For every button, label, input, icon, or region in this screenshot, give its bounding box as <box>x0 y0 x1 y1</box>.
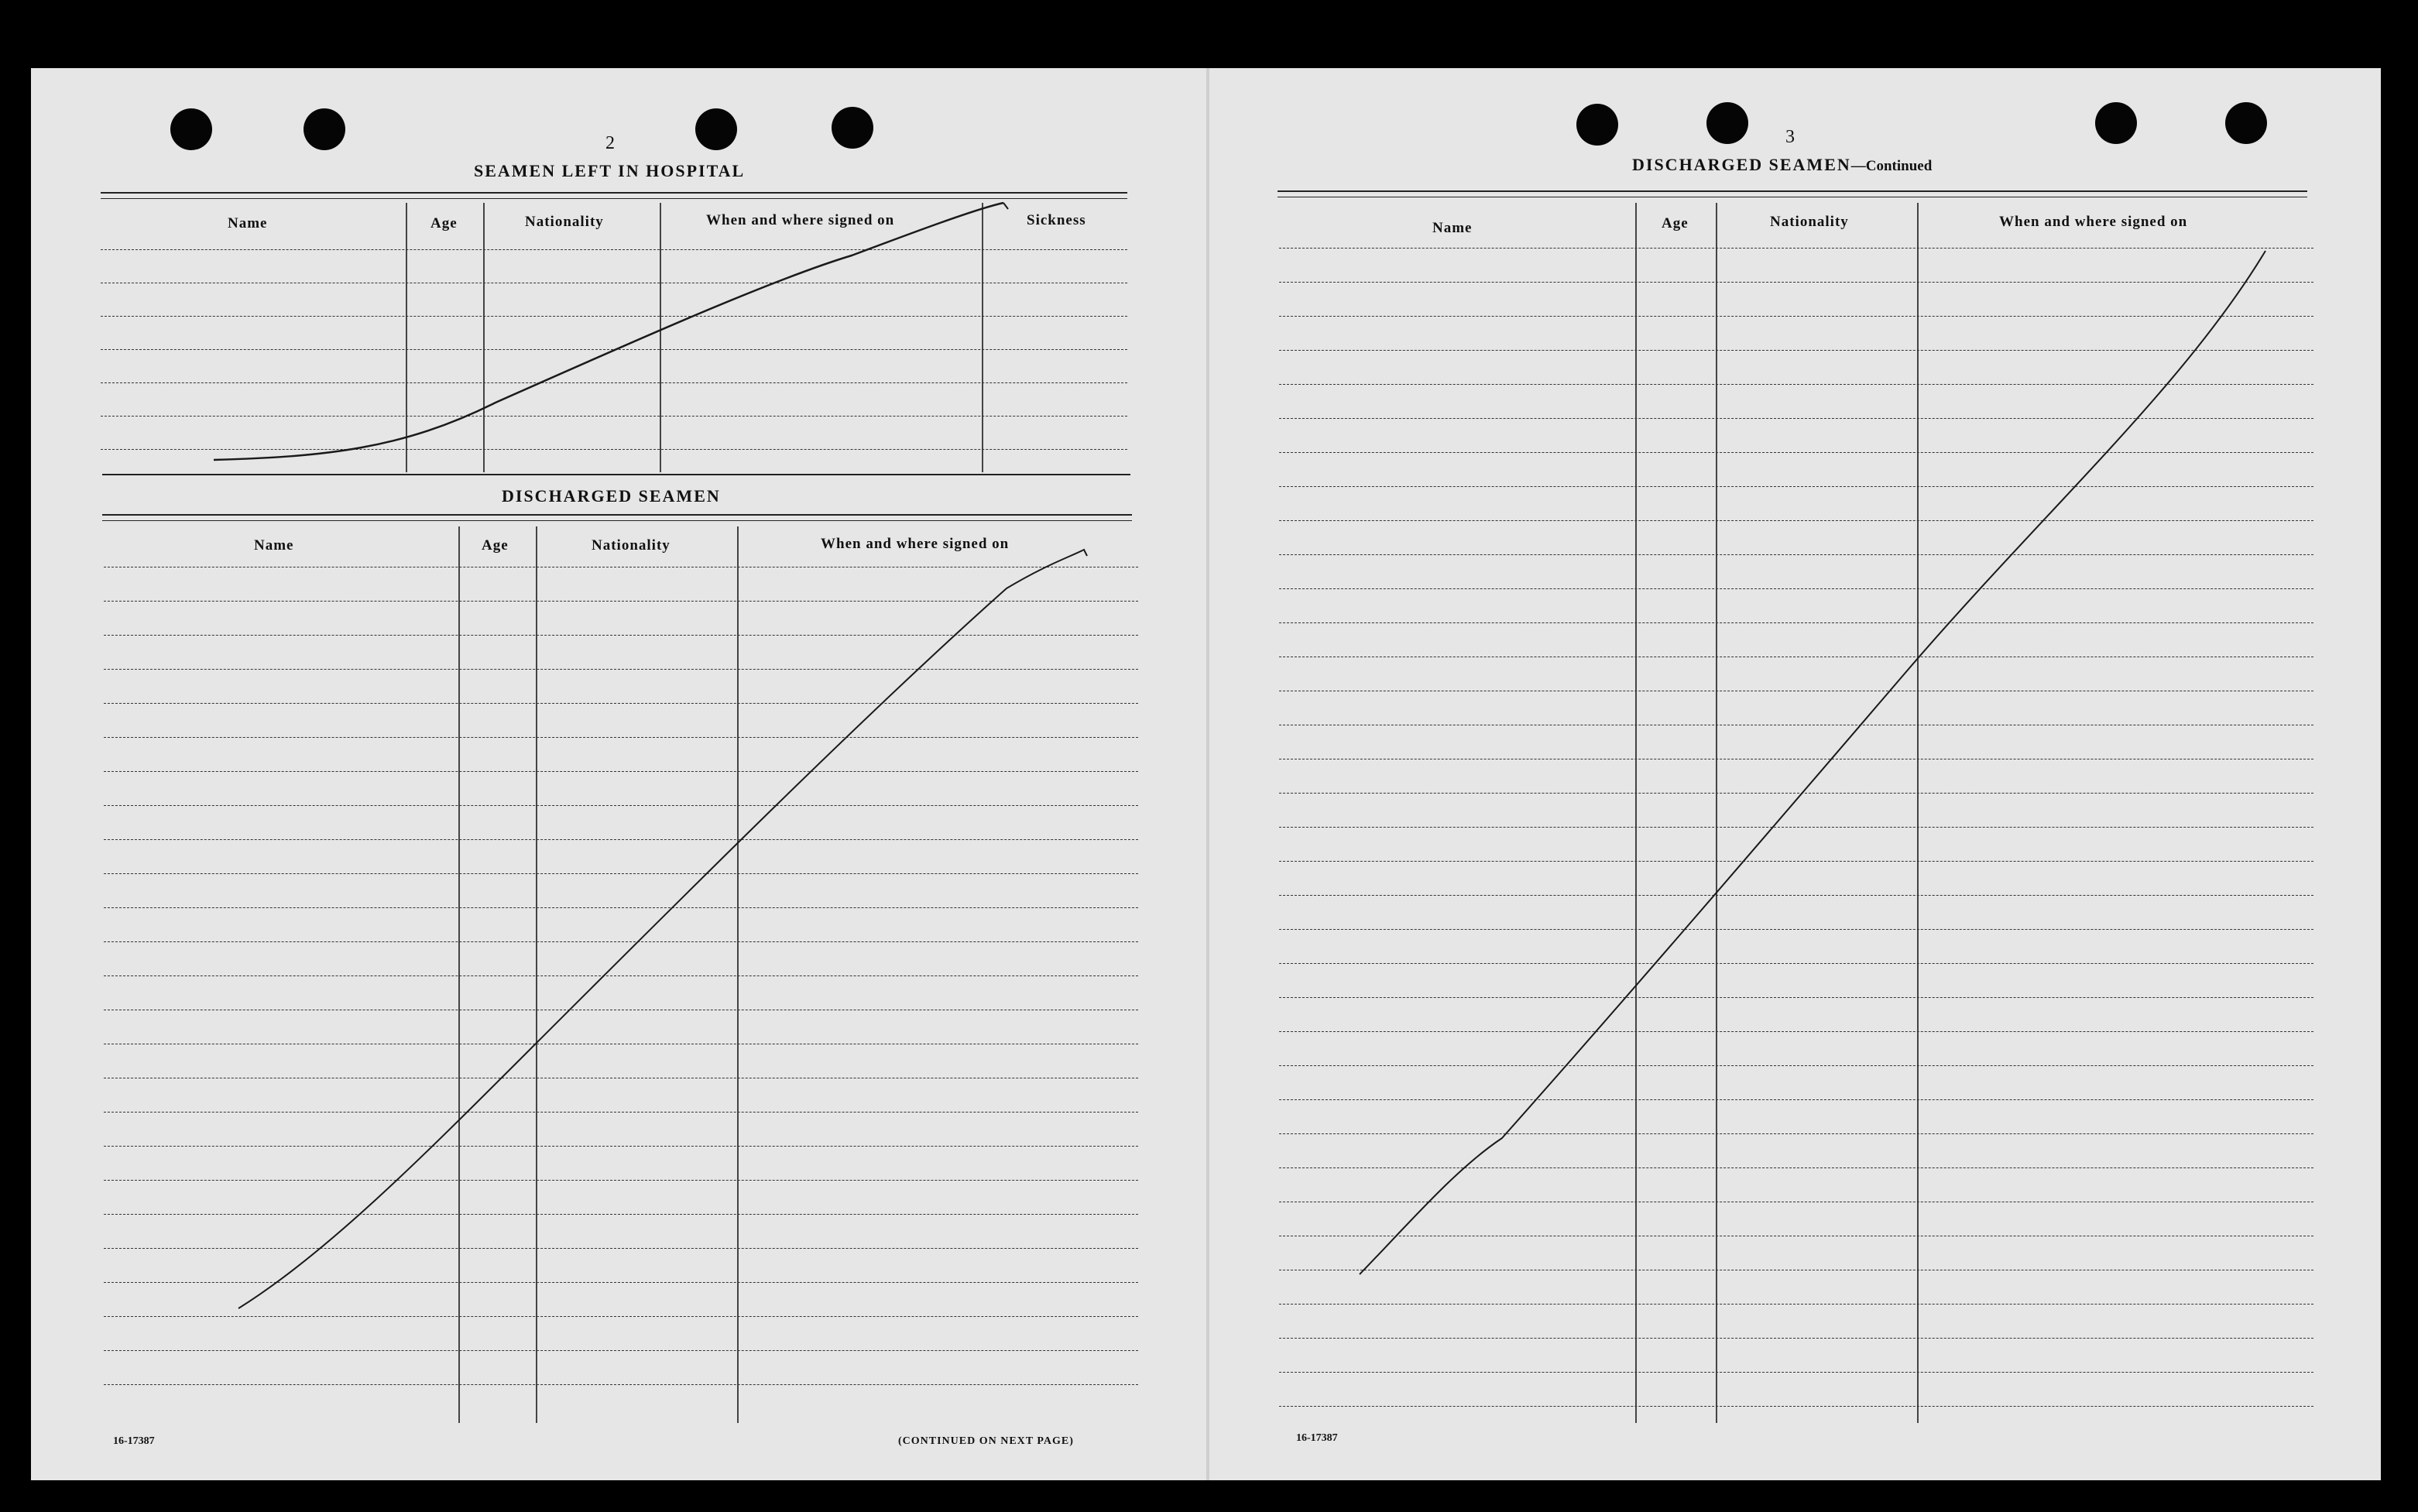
rule <box>102 474 1130 475</box>
ruled-line <box>1279 248 2313 249</box>
ruled-line <box>101 416 1127 417</box>
column-header-nationality: Nationality <box>1770 214 1849 230</box>
column-header-signed-on: When and where signed on <box>1999 214 2188 230</box>
ruled-line <box>104 771 1138 772</box>
section-title-hospital: SEAMEN LEFT IN HOSPITAL <box>474 161 746 180</box>
ruled-line <box>1279 1031 2313 1032</box>
punch-hole <box>695 108 737 150</box>
rule <box>102 514 1132 516</box>
column-header-nationality: Nationality <box>525 214 604 230</box>
ruled-line <box>1279 452 2313 453</box>
continued-note: (CONTINUED ON NEXT PAGE) <box>898 1435 1074 1447</box>
ruled-line <box>1279 929 2313 930</box>
ruled-line <box>1279 1338 2313 1339</box>
ruled-line <box>1279 1133 2313 1134</box>
column-header-age: Age <box>1662 215 1689 231</box>
ruled-line <box>1279 793 2313 794</box>
ruled-line <box>1279 861 2313 862</box>
ruled-line <box>1279 1304 2313 1305</box>
punch-hole <box>1576 104 1618 146</box>
ruled-line <box>1279 316 2313 317</box>
rule <box>1278 190 2307 192</box>
ruled-line <box>104 873 1138 874</box>
ruled-line <box>104 1146 1138 1147</box>
rule <box>101 192 1127 194</box>
ruled-line <box>104 1316 1138 1317</box>
title-suffix: —Continued <box>1850 158 1933 174</box>
ruled-line <box>101 316 1127 317</box>
rule <box>101 198 1127 199</box>
ruled-line <box>101 249 1127 250</box>
column-header-name: Name <box>254 537 294 554</box>
column-header-age: Age <box>430 215 458 231</box>
ruled-line <box>1279 895 2313 896</box>
ruled-line <box>104 941 1138 942</box>
ruled-line <box>104 1282 1138 1283</box>
ruled-line <box>104 601 1138 602</box>
ruled-line <box>1279 1167 2313 1168</box>
ruled-line <box>101 449 1127 450</box>
ruled-line <box>104 669 1138 670</box>
column-header-age: Age <box>482 537 509 554</box>
ruled-line <box>1279 384 2313 385</box>
column-header-nationality: Nationality <box>592 537 671 554</box>
page-fold <box>1206 68 1209 1480</box>
ruled-line <box>1279 486 2313 487</box>
rule <box>102 520 1132 521</box>
column-divider <box>737 526 739 1423</box>
column-divider <box>1716 203 1717 1423</box>
ruled-line <box>1279 1065 2313 1066</box>
column-header-sickness: Sickness <box>1027 212 1086 228</box>
ruled-line <box>104 805 1138 806</box>
form-number: 16-17387 <box>1296 1432 1338 1444</box>
column-divider <box>458 526 460 1423</box>
column-divider <box>982 203 983 472</box>
ruled-line <box>104 1214 1138 1215</box>
ruled-line <box>104 1248 1138 1249</box>
ruled-line <box>1279 520 2313 521</box>
column-divider <box>1917 203 1919 1423</box>
ruled-line <box>104 703 1138 704</box>
ruled-line <box>104 737 1138 738</box>
ruled-line <box>104 635 1138 636</box>
ruled-line <box>1279 588 2313 589</box>
ruled-line <box>104 839 1138 840</box>
page-number: 2 <box>605 133 615 153</box>
ruled-line <box>1279 622 2313 623</box>
punch-hole <box>304 108 345 150</box>
column-header-name: Name <box>228 215 268 231</box>
form-number: 16-17387 <box>113 1435 155 1447</box>
ruled-line <box>1279 554 2313 555</box>
ruled-line <box>1279 827 2313 828</box>
right-page-sheet <box>1208 68 2381 1480</box>
column-header-signed-on: When and where signed on <box>821 536 1010 552</box>
ruled-line <box>1279 350 2313 351</box>
column-header-name: Name <box>1432 220 1473 236</box>
ruled-line <box>1279 1099 2313 1100</box>
ruled-line <box>1279 282 2313 283</box>
ruled-line <box>1279 1406 2313 1407</box>
title-main: DISCHARGED SEAMEN <box>1632 155 1851 174</box>
ruled-line <box>104 975 1138 976</box>
ruled-line <box>104 1180 1138 1181</box>
ruled-line <box>104 1112 1138 1113</box>
column-divider <box>483 203 485 472</box>
ruled-line <box>101 349 1127 350</box>
column-divider <box>660 203 661 472</box>
punch-hole <box>170 108 212 150</box>
section-title-discharged: DISCHARGED SEAMEN <box>502 486 721 506</box>
column-divider <box>406 203 407 472</box>
punch-hole <box>1706 102 1748 144</box>
punch-hole <box>2225 102 2267 144</box>
ruled-line <box>1279 997 2313 998</box>
ruled-line <box>104 1350 1138 1351</box>
ruled-line <box>1279 1372 2313 1373</box>
ruled-line <box>1279 963 2313 964</box>
section-title-discharged-continued <box>1632 155 1932 175</box>
punch-hole <box>832 107 873 149</box>
punch-hole <box>2095 102 2137 144</box>
column-divider <box>536 526 537 1423</box>
ruled-line <box>101 382 1127 383</box>
ruled-line <box>1279 418 2313 419</box>
ruled-line <box>104 907 1138 908</box>
ruled-line <box>104 1384 1138 1385</box>
column-header-signed-on: When and where signed on <box>706 212 895 228</box>
page-number: 3 <box>1785 127 1795 147</box>
column-divider <box>1635 203 1637 1423</box>
left-page-sheet <box>31 68 1208 1480</box>
